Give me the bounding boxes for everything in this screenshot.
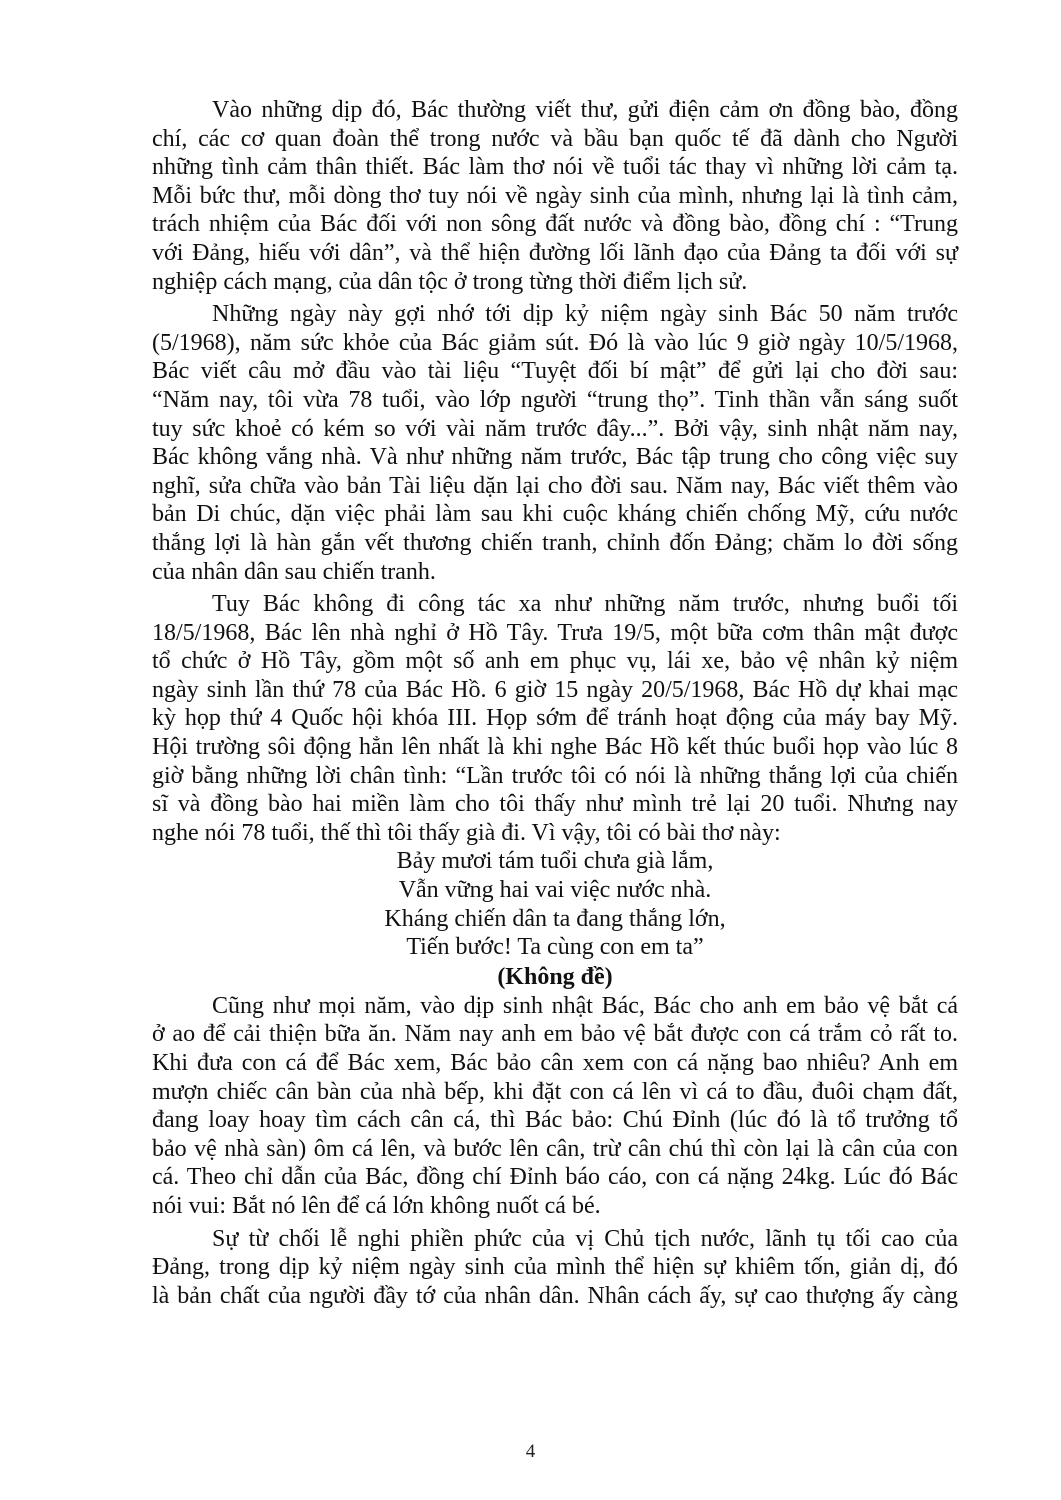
text-line: là bản chất của người đầy tớ của nhân dân. Nhân cách ấy, sự cao thượng ấy càng [152, 1282, 958, 1309]
poem-line: Tiến bước! Ta cùng con em ta” [406, 934, 704, 961]
text-line: bảo vệ nhà sàn) ôm cá lên, và bước lên cân, trừ cân chú thì còn lại là cân của con [152, 1135, 958, 1162]
text-line: những tình cảm thân thiết. Bác làm thơ nói về tuổi tác thay vì những lời cảm tạ. [152, 154, 958, 181]
paragraph-2 [152, 300, 958, 586]
poem-line: Vẫn vững hai vai việc nước nhà. [398, 877, 712, 904]
poem [152, 847, 958, 991]
text-line: 18/5/1968, Bác lên nhà nghỉ ở Hồ Tây. Trưa 19/5, một bữa cơm thân mật được [152, 619, 958, 646]
text-line: cá. Theo chỉ dẫn của Bác, đồng chí Đỉnh báo cáo, con cá nặng 24kg. Lúc đó Bác [152, 1164, 958, 1191]
poem-line: Bảy mươi tám tuổi chưa già lắm, [396, 848, 714, 875]
poem-line: Kháng chiến dân ta đang thắng lớn, [384, 905, 726, 932]
text-line: Cũng như mọi năm, vào dịp sinh nhật Bác, Bác cho anh em bảo vệ bắt cá [212, 992, 958, 1019]
text-line: nói vui: Bắt nó lên để cá lớn không nuốt cá bé. [152, 1192, 601, 1219]
text-line: giờ bằng những lời chân tình: “Lần trước tôi có nói là những thắng lợi của chiến [152, 762, 958, 789]
body-text [152, 96, 958, 1310]
text-line: nghe nói 78 tuổi, thế thì tôi thấy già đi. Vì vậy, tôi có bài thơ này: [152, 819, 781, 846]
text-line: Những ngày này gợi nhớ tới dịp kỷ niệm ngày sinh Bác 50 năm trước [212, 301, 958, 328]
text-line: Sự từ chối lễ nghi phiền phức của vị Chủ tịch nước, lãnh tụ tối cao của [212, 1225, 958, 1252]
text-line: tổ chức ở Hồ Tây, gồm một số anh em phục vụ, lái xe, bảo vệ nhân kỷ niệm [152, 648, 958, 675]
paragraph-4 [152, 992, 958, 1221]
text-line: ngày sinh lần thứ 78 của Bác Hồ. 6 giờ 15 ngày 20/5/1968, Bác Hồ dự khai mạc [152, 676, 958, 703]
text-line: (5/1968), năm sức khỏe của Bác giảm sút. Đó là vào lúc 9 giờ ngày 10/5/1968, [152, 329, 958, 356]
paragraph-1 [152, 96, 958, 296]
text-line: ở ao để cải thiện bữa ăn. Năm nay anh em bảo vệ bắt được con cá trắm cỏ rất to. [152, 1021, 958, 1048]
text-line: kỳ họp thứ 4 Quốc hội khóa III. Họp sớm để tránh hoạt động của máy bay Mỹ. [152, 705, 958, 732]
text-line: đang loay hoay tìm cách cân cá, thì Bác bảo: Chú Đỉnh (lúc đó là tổ trưởng tổ [152, 1107, 958, 1134]
poem-title: (Không đề) [497, 963, 613, 990]
text-line: Hội trường sôi động hẳn lên nhất là khi nghe Bác Hồ kết thúc buổi họp vào lúc 8 [152, 734, 958, 761]
text-line: Bác viết câu mở đầu vào tài liệu “Tuyệt đối bí mật” để gửi lại cho đời sau: [152, 358, 958, 385]
text-line: Tuy Bác không đi công tác xa như những năm trước, nhưng buổi tối [212, 591, 958, 618]
paragraph-5 [152, 1225, 958, 1311]
text-line: bản Di chúc, dặn việc phải làm sau khi cuộc kháng chiến chống Mỹ, cứu nước [152, 501, 958, 528]
text-line: Mỗi bức thư, mỗi dòng thơ tuy nói về ngày sinh của mình, nhưng lại là tình cảm, [152, 182, 958, 209]
paragraph-3 [152, 590, 958, 847]
text-line: tuy sức khoẻ có kém so với vài năm trước đây...”. Bởi vậy, sinh nhật năm nay, [152, 415, 958, 442]
text-line: “Năm nay, tôi vừa 78 tuổi, vào lớp người “trung thọ”. Tinh thần vẫn sáng suốt [152, 386, 958, 413]
text-line: mượn chiếc cân bàn của nhà bếp, khi đặt con cá lên vì cá to đầu, đuôi chạm đất, [152, 1078, 958, 1105]
text-line: nghĩ, sửa chữa vào bản Tài liệu dặn lại cho đời sau. Năm nay, Bác viết thêm vào [152, 472, 958, 499]
text-line: của nhân dân sau chiến tranh. [152, 558, 436, 585]
text-line: chí, các cơ quan đoàn thể trong nước và bầu bạn quốc tế đã dành cho Người [152, 125, 958, 152]
text-line: trách nhiệm của Bác đối với non sông đất nước và đồng bào, đồng chí : “Trung [152, 211, 958, 238]
text-line: sĩ và đồng bào hai miền làm cho tôi thấy như mình trẻ lại 20 tuổi. Nhưng nay [152, 791, 958, 818]
text-line: với Đảng, hiếu với dân”, và thể hiện đường lối lãnh đạo của Đảng ta đối với sự [152, 239, 958, 266]
text-line: Bác không vắng nhà. Và như những năm trước, Bác tập trung cho công việc suy [152, 444, 958, 471]
text-line: nghiệp cách mạng, của dân tộc ở trong từng thời điểm lịch sử. [152, 268, 748, 295]
text-line: Đảng, trong dịp kỷ niệm ngày sinh của mình thể hiện sự khiêm tốn, giản dị, đó [152, 1254, 958, 1281]
text-line: Vào những dịp đó, Bác thường viết thư, gửi điện cảm ơn đồng bào, đồng [212, 97, 958, 123]
text-line: Khi đưa con cá để Bác xem, Bác bảo cân xem con cá nặng bao nhiêu? Anh em [152, 1050, 958, 1076]
page-number: 4 [525, 1441, 536, 1462]
text-line: thắng lợi là hàn gắn vết thương chiến tranh, chỉnh đốn Đảng; chăm lo đời sống [152, 529, 958, 556]
